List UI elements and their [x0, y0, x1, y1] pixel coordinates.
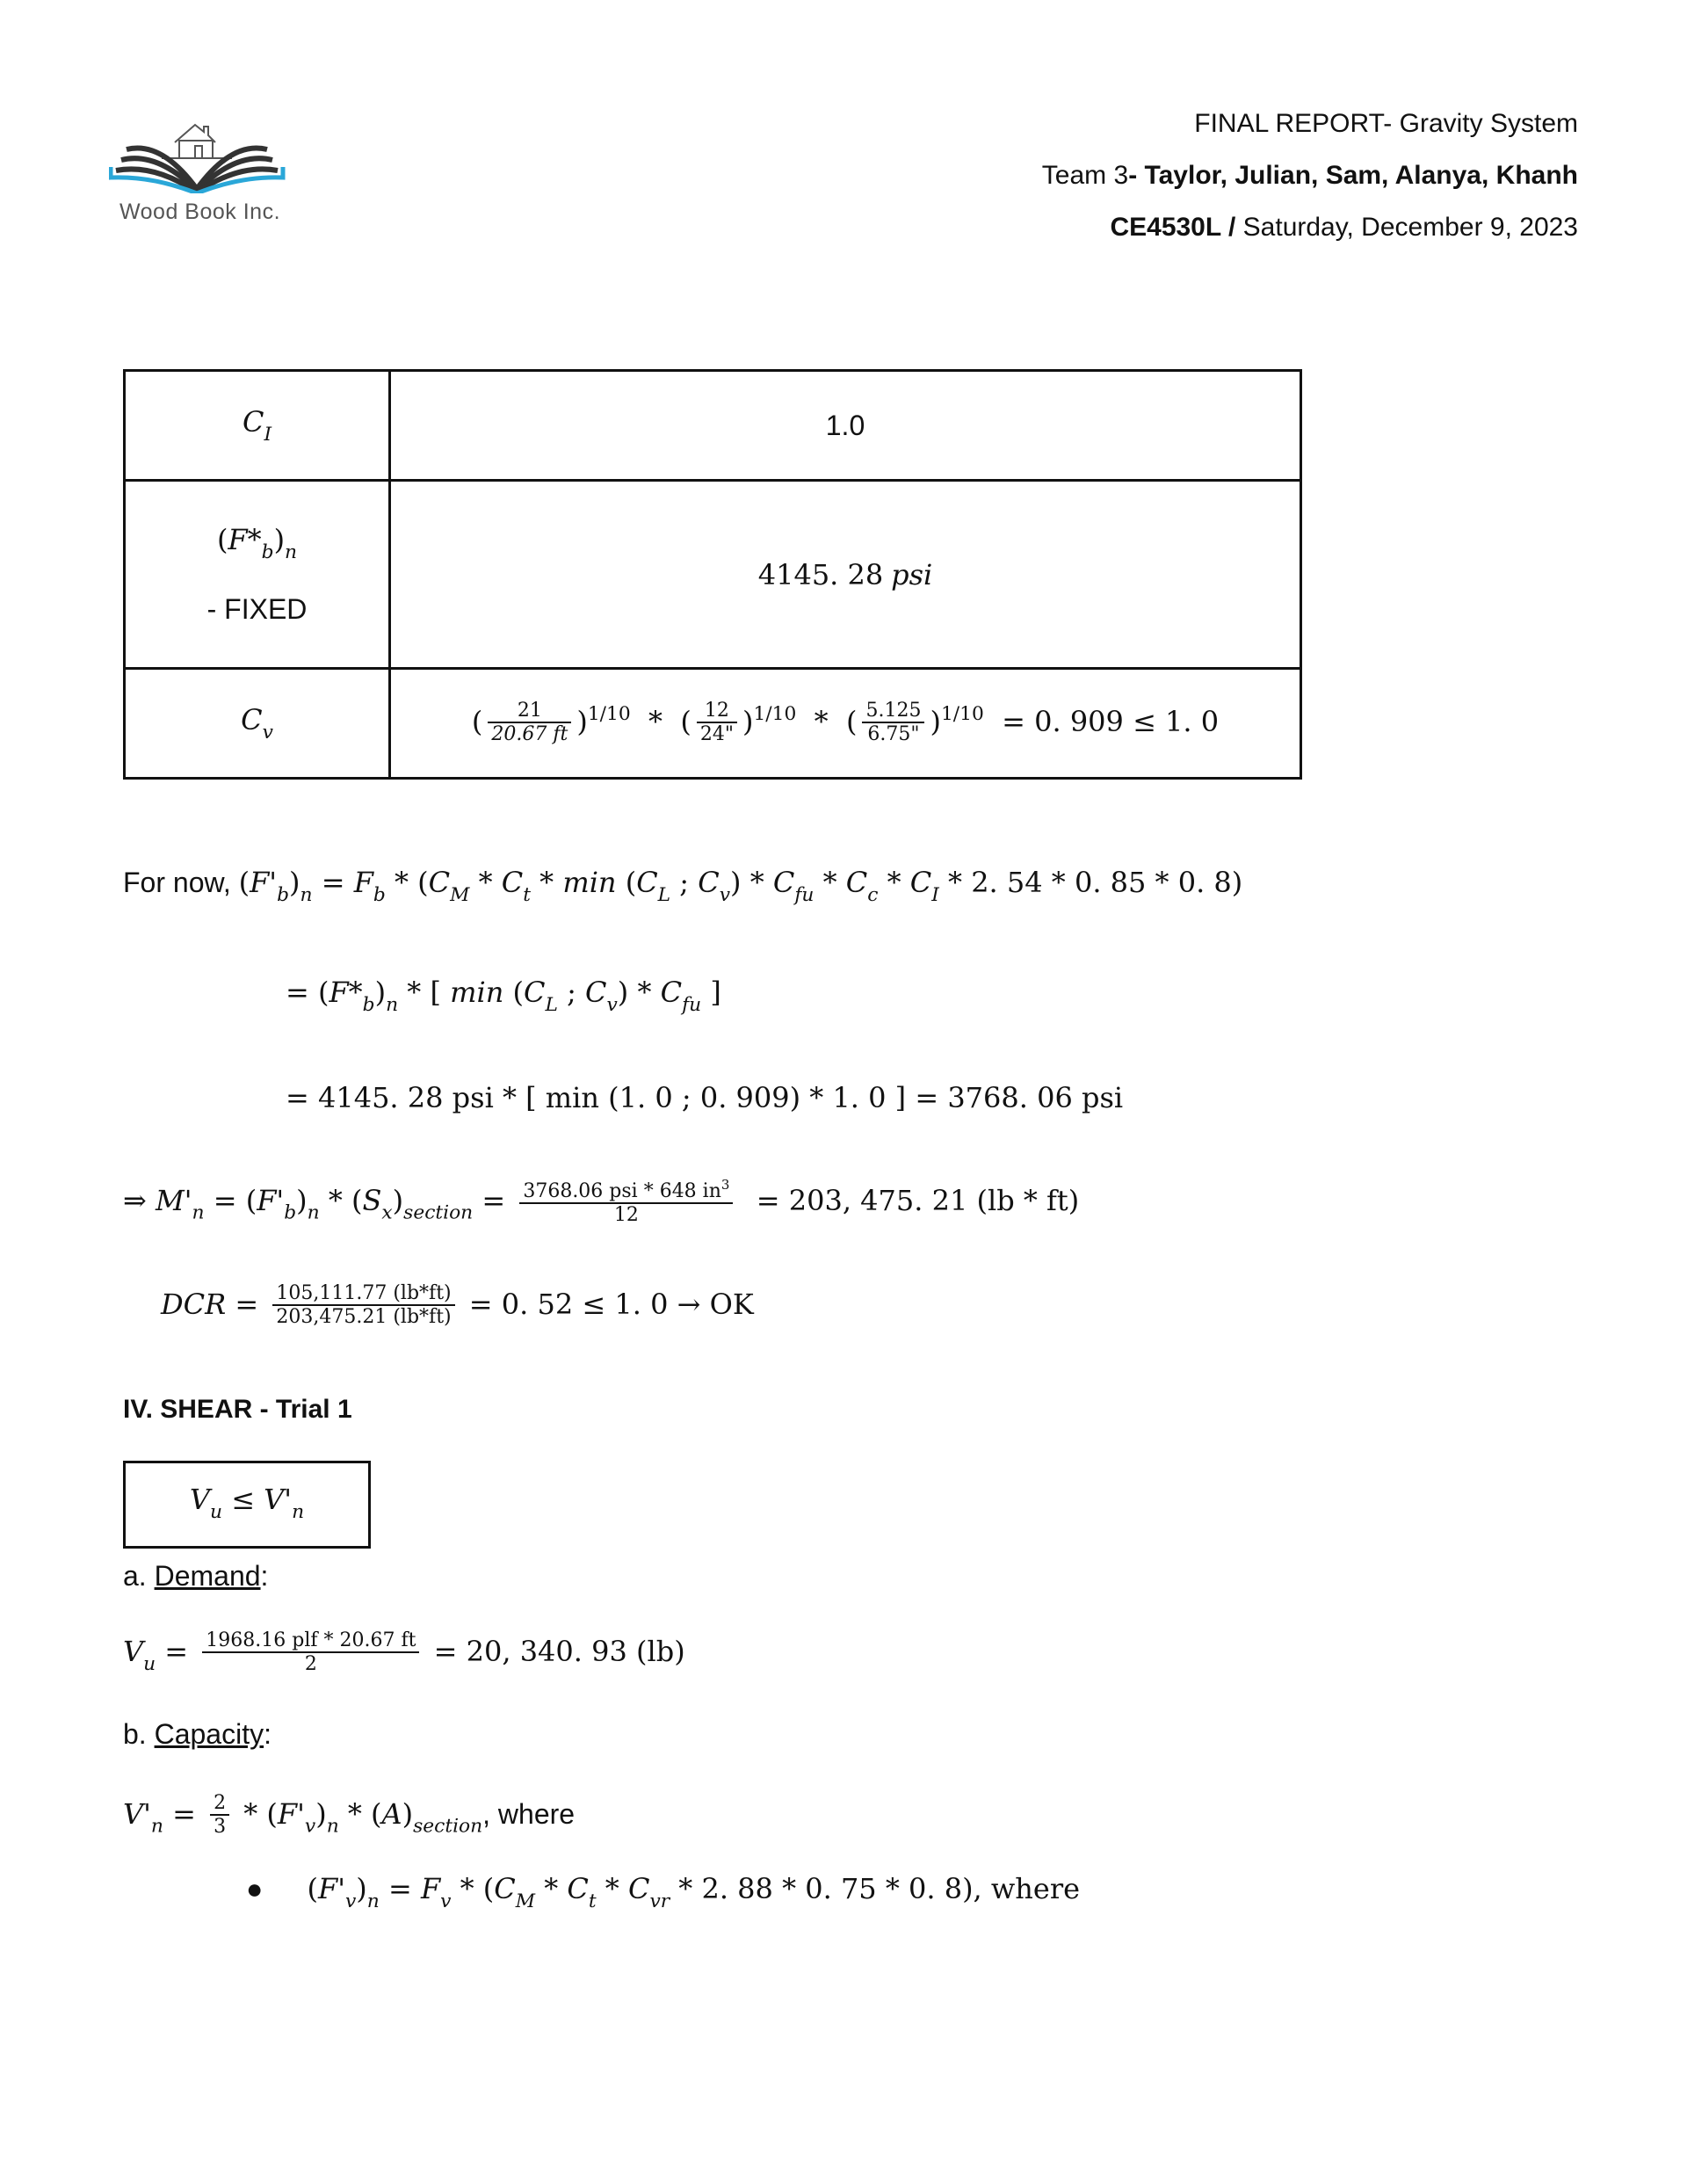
cv-result: = 0. 909 ≤ 1. 0: [1002, 704, 1220, 738]
course-code: CE4530L /: [1110, 213, 1236, 242]
team-label: Team 3: [1041, 161, 1129, 190]
demand-label: Demand: [154, 1560, 261, 1592]
fbn-number: 4145. 28: [757, 557, 884, 591]
capacity-label: Capacity: [154, 1718, 264, 1750]
cv-frac1-den: 20.67 ft: [491, 722, 568, 745]
cell-fbn-label: $(F*_b)_n$ - FIXED: [125, 481, 390, 669]
cv-exp2: 1/10: [753, 702, 797, 725]
shear-heading: IV. SHEAR - Trial 1: [123, 1395, 352, 1424]
table-row-ci: [125, 371, 1301, 481]
cv-exp1: 1/10: [587, 702, 631, 725]
cv-frac1-num: 21: [488, 700, 571, 723]
cell-ci-value: 1.0: [390, 371, 1301, 481]
cv-exp3: 1/10: [940, 702, 984, 725]
bullet-icon: ●: [246, 1873, 264, 1905]
table-row-cv: [125, 669, 1301, 779]
for-now-label: For now,: [123, 867, 231, 898]
fbn-equation-line1: For now, $(F'_b)_n = F_b * (C_M * C_t * \min (C_L$ ; $C_v) * C_{fu} * C_c * C_I * 2$. 54 * 0. 85 * 0. 8): [123, 866, 1243, 906]
cell-cv-label: $C_v$: [125, 669, 390, 779]
cv-frac3-num: 5.125: [862, 700, 924, 723]
open-book-icon: [109, 105, 293, 193]
fv-equation-bullet: ● $(F'_v)_n = F_v * (C_M * C_t * C_{vr} * 2$. 88 * 0. 75 * 0. 8), where: [246, 1872, 1081, 1912]
vu-result: = 20, 340. 93 (lb): [433, 1634, 685, 1668]
vu-equation: $V_u$ = $\frac{\text{1968.16 plf * 20.67 ft}}{2}$ = 20, 340. 93 (lb): [123, 1629, 685, 1676]
line1-tail: * 2. 54 * 0. 85 * 0. 8): [948, 866, 1243, 899]
course-date-line: [1110, 213, 1578, 243]
dcr-num: 105,111.77 (lb*ft): [272, 1283, 454, 1306]
demand-label-line: a. Demand:: [123, 1560, 269, 1592]
mn-frac-num: 3768.06 psi * 648 in: [523, 1179, 721, 1202]
capacity-label-line: b. Capacity:: [123, 1718, 272, 1750]
factors-table: [123, 369, 1302, 780]
mn-equation: ⇒ $M'_n = (F'_b)_n * (S_x)_{section}$ = $\frac{3768.06 psi * 648 in^3}{12}$ = 203, 475. 21 (lb * ft): [123, 1177, 1080, 1227]
fbn-unit: psi: [891, 557, 933, 591]
company-logo: [109, 105, 302, 237]
report-title: FINAL REPORT- Gravity System: [1194, 109, 1578, 138]
report-date: Saturday, December 9, 2023: [1235, 213, 1578, 242]
cv-frac2-den: 24": [699, 722, 734, 745]
vn-where: , where: [482, 1797, 576, 1830]
vu-den: 2: [304, 1653, 317, 1676]
mn-result: = 203, 475. 21 (lb * ft): [756, 1183, 1080, 1217]
demand-prefix: a.: [123, 1560, 155, 1592]
cv-frac3-den: 6.75": [867, 722, 920, 745]
cell-ci-label: $C_I$: [125, 371, 390, 481]
team-members: - Taylor, Julian, Sam, Alanya, Khanh: [1128, 161, 1578, 190]
dcr-equation: DCR = $\frac{105,111.77 (lb*ft)}{203,475.21 (lb*ft)}$ = 0. 52 ≤ 1. 0 → OK: [161, 1282, 754, 1329]
mn-frac-den: 12: [613, 1204, 639, 1227]
capacity-prefix: b.: [123, 1718, 155, 1750]
fv-tail: * 2. 88 * 0. 75 * 0. 8), where: [678, 1872, 1081, 1905]
cell-fbn-value: [390, 481, 1301, 669]
vn-equation: $V'_n$ = $\frac{2}{3}$ * $(F'_v)_n * (A)_{section}$, where: [123, 1792, 576, 1839]
fixed-label: - FIXED: [206, 592, 308, 625]
fbn-equation-line2: = $(F*_b)_n$ * [ $\min (C_L$ ; $C_v) * C_{fu}$ ]: [286, 976, 721, 1016]
cell-cv-formula: ( $\frac{21}{20.67 ft}$ )$^{1/10}$ * ( $\frac{12}{24"}$ )$^{1/10}$ * ( $\frac{5.125}{6.75"}$ )$^{1/10}$ = 0. 909 ≤ 1. 0: [390, 669, 1301, 779]
vu-num: 1968.16 plf * 20.67 ft: [202, 1630, 419, 1653]
cv-frac2-num: 12: [697, 700, 737, 723]
table-row-fbn: [125, 481, 1301, 669]
fbn-equation-line3: = 4145. 28 psi * [ min (1. 0 ; 0. 909) * 1. 0 ] = 3768. 06 psi: [286, 1081, 1124, 1114]
shear-criterion-box: $V_u \le V'_n$: [123, 1461, 371, 1549]
team-line: [1042, 161, 1578, 191]
dcr-result: = 0. 52 ≤ 1. 0 → OK: [468, 1287, 754, 1321]
logo-text: Wood Book Inc.: [119, 200, 281, 224]
dcr-den: 203,475.21 (lb*ft): [276, 1306, 452, 1329]
